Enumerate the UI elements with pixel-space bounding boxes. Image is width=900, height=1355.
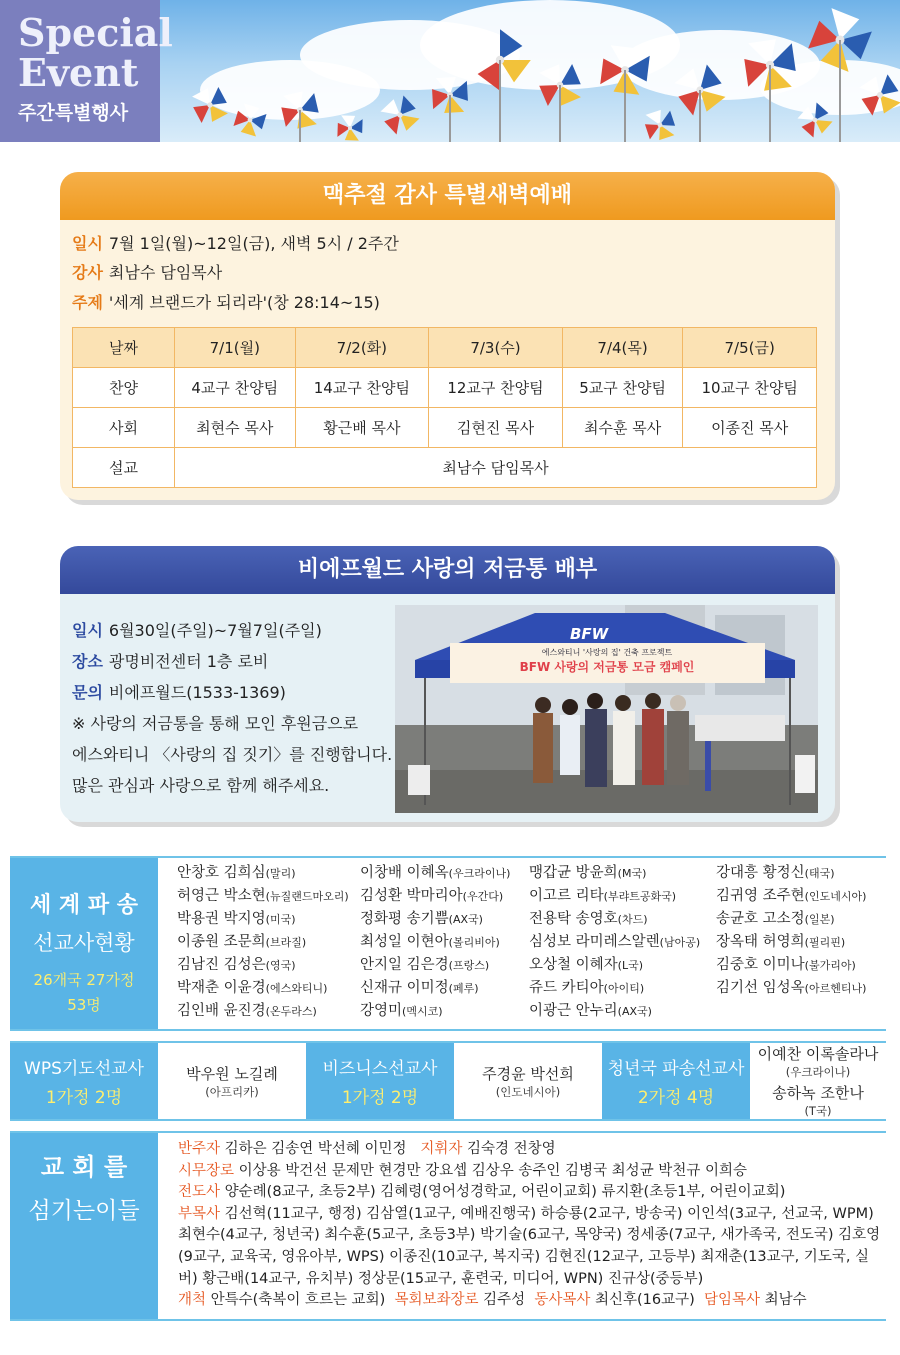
youth-names: 이예찬 이록솔라나 (757, 1045, 879, 1063)
missionary-entry (716, 862, 866, 885)
missionary-heading: 세 계 파 송 (30, 893, 138, 918)
missionary-country: (페루) (448, 982, 479, 995)
date-line (72, 231, 399, 254)
missionary-country: (일본) (804, 913, 835, 926)
missionary-count: 26개국 27가정 (33, 971, 135, 989)
thanksgiving-service-box (60, 172, 835, 500)
missionary-entry (177, 1000, 349, 1023)
missionary-names: 이고르 리타 (529, 888, 604, 904)
theme-value: '세계 브랜드가 되리라'(창 28:14~15) (108, 293, 380, 312)
missionary-names: 강대흥 황정신 (716, 865, 805, 881)
missionary-names: 장옥태 허영희 (716, 934, 805, 950)
role-label: 담임목사 (704, 1292, 761, 1309)
role-label: 동사목사 (534, 1292, 591, 1309)
missionary-names: 박용권 박지영 (177, 911, 266, 927)
table-header-cell: 날짜 (73, 328, 175, 368)
missionary-names: 오상철 이혜자 (529, 957, 618, 973)
table-header-cell: 7/4(목) (562, 328, 683, 368)
missionary-entry (360, 908, 510, 931)
missionary-entry (716, 885, 866, 908)
business-country: (인도네시아) (495, 1084, 561, 1099)
missionary-section (10, 856, 886, 1031)
missionary-country: (멕시코) (402, 1005, 443, 1018)
missionary-country: (AX국) (617, 1005, 652, 1018)
church-servants-section (10, 1131, 886, 1321)
servants-row (178, 1290, 884, 1312)
wps-count: 1가정 2명 (45, 1088, 123, 1108)
missionary-entry (716, 954, 866, 977)
missionary-names: 쥬드 카티아 (529, 980, 604, 996)
missionary-names: 송균호 고소정 (716, 911, 805, 927)
table-cell: 최수훈 목사 (562, 408, 683, 448)
missionary-country: (미국) (265, 913, 296, 926)
special-event-tag (0, 0, 173, 142)
missionary-subheading: 선교사현황 (33, 931, 135, 955)
wps-country: (아프리카) (205, 1084, 259, 1099)
youth-names: 송하녹 조한나 (772, 1084, 864, 1102)
business-names-cell (454, 1043, 602, 1119)
role-names: 김하은 김송연 박선혜 이민정 (224, 1141, 407, 1157)
servants-row (178, 1139, 884, 1161)
role-label: 지휘자 (420, 1141, 463, 1157)
table-cell: 5교구 찬양팀 (562, 368, 683, 408)
missionary-entry (529, 954, 700, 977)
missionary-country: (AX국) (448, 913, 483, 926)
business-names: 주경윤 박선희 (482, 1064, 574, 1083)
missionary-country: (불가리아) (804, 959, 856, 972)
piggy-bank-title: 비에프월드 사랑의 저금통 배부 (60, 546, 835, 594)
table-cell: 4교구 찬양팀 (175, 368, 296, 408)
missionary-country: (뉴질랜드마오리) (265, 890, 349, 903)
youth-label: 청년국 파송선교사 (607, 1059, 745, 1079)
note-line: 많은 관심과 사랑으로 함께 해주세요. (72, 776, 330, 795)
table-row (73, 448, 817, 488)
missionary-column (716, 862, 866, 1000)
table-header-cell: 7/1(월) (175, 328, 296, 368)
table-row (73, 368, 817, 408)
youth-count: 2가정 4명 (637, 1088, 715, 1108)
missionary-country: (브라질) (265, 936, 307, 949)
missionary-names: 신재규 이미정 (360, 980, 449, 996)
missionary-country: (아이티) (603, 982, 645, 995)
table-cell: 황근배 목사 (295, 408, 429, 448)
table-cell: 14교구 찬양팀 (295, 368, 429, 408)
table-cell: 설교 (73, 448, 175, 488)
youth-country: (T국) (804, 1104, 832, 1118)
missionary-country: (남아공) (659, 936, 701, 949)
missionary-names: 최성일 이현아 (360, 934, 449, 950)
date-line (72, 618, 322, 641)
missionary-names: 정화평 송기쁨 (360, 911, 449, 927)
missionary-column (177, 862, 349, 1023)
role-names: 양순례(8교구, 초등2부) 김혜령(영어성경학교, 어린이교회) 류지환(초등1부, 어린이교회) (224, 1184, 786, 1201)
missionary-names: 맹갑균 방윤희 (529, 865, 618, 881)
wps-names-cell (158, 1043, 306, 1119)
business-count: 1가정 2명 (341, 1088, 419, 1108)
missionary-country: (차드) (617, 913, 648, 926)
role-label: 목회보좌장로 (394, 1292, 479, 1309)
missionary-country: (L국) (617, 959, 643, 972)
role-label: 개척 (178, 1292, 207, 1309)
table-cell: 12교구 찬양팀 (429, 368, 563, 408)
table-cell: 이종진 목사 (683, 408, 817, 448)
missionary-total: 53명 (67, 996, 101, 1014)
role-names: 김선혁(11교구, 행정) 김삼열(1교구, 예배진행국) 하승룡(2교구, 방송국) 이인석(3교구, 선교국, WPM) 최현수(4교구, 청년국) 최수훈(5교구, 초등3부) 박기술(6교구, 목양국) 정세종(7교구, 새가족국, 전도국) 김호영(9교구, 교육국, 영유아부, WPS) 이종진(10교구, 복지국) 김현진(12교구, 고등부) 최재춘(13교구, 기도국, 실버) 황근배(14교구, 유치부) 정상문(15교구, 훈련국, 미디어, WPN) 진규상(중등부) (178, 1205, 881, 1287)
table-row (73, 408, 817, 448)
missionary-entry (177, 954, 349, 977)
event-word: Event (18, 50, 139, 95)
note-line: ※ 사랑의 저금통을 통해 모인 후원금으로 (72, 714, 359, 733)
missionary-entry (177, 885, 349, 908)
missionary-entry (529, 862, 700, 885)
place-value: 광명비전센터 1층 로비 (108, 652, 269, 671)
missionary-entry (529, 908, 700, 931)
missionary-names: 이종원 조문희 (177, 934, 266, 950)
header-banner (0, 0, 900, 142)
campaign-scene (395, 605, 818, 813)
business-label: 비즈니스선교사 (322, 1059, 438, 1079)
servants-heading: 교 회 를 (40, 1153, 128, 1181)
missionary-names: 김남진 김성은 (177, 957, 266, 973)
missionary-label-panel (10, 858, 158, 1029)
missionary-entry (360, 954, 510, 977)
wps-label-cell (10, 1043, 158, 1119)
thanksgiving-title: 맥추절 감사 특별새벽예배 (60, 172, 835, 220)
table-cell: 10교구 찬양팀 (683, 368, 817, 408)
role-names: 최남수 (764, 1292, 807, 1309)
missionary-names: 안지일 김은경 (360, 957, 449, 973)
role-label: 전도사 (178, 1184, 221, 1201)
table-cell: 김현진 목사 (429, 408, 563, 448)
missionary-country: (말리) (265, 867, 296, 880)
missionary-entry (360, 862, 510, 885)
missionary-entry (529, 977, 700, 1000)
table-header-cell: 7/5(금) (683, 328, 817, 368)
date-key: 일시 (72, 234, 103, 253)
speaker-key: 강사 (72, 263, 103, 282)
youth-names-cell (750, 1043, 886, 1119)
servants-row (178, 1182, 884, 1204)
missionary-names: 강영미 (360, 1003, 403, 1019)
role-names: 이상용 박건선 문제만 현경만 강요셉 김상우 송주인 김병국 최성균 박천규 이희승 (238, 1162, 747, 1179)
role-names: 김숙경 전창영 (467, 1141, 556, 1157)
missionary-entry (177, 862, 349, 885)
missionary-entry (529, 1000, 700, 1023)
table-cell: 사회 (73, 408, 175, 448)
servants-row (178, 1161, 884, 1183)
missionary-names: 이광근 안누리 (529, 1003, 618, 1019)
missionary-names: 김인배 윤진경 (177, 1003, 266, 1019)
missionary-country: (우간다) (462, 890, 504, 903)
date-value: 7월 1일(월)~12일(금), 새벽 5시 / 2주간 (108, 234, 399, 253)
missionary-entry (177, 931, 349, 954)
date-key: 일시 (72, 621, 103, 640)
tent-logo: BFW (570, 625, 609, 643)
piggy-bank-box (60, 546, 835, 822)
role-label: 반주자 (178, 1141, 221, 1157)
role-names: 김주성 (483, 1292, 526, 1309)
theme-key: 주제 (72, 293, 103, 312)
missionary-country: (부랴트공화국) (603, 890, 676, 903)
servants-row (178, 1204, 884, 1290)
missionary-country: (아르헨티나) (804, 982, 867, 995)
missionary-column (360, 862, 510, 1023)
missionary-entry (177, 977, 349, 1000)
missionary-entry (360, 931, 510, 954)
missionary-entry (360, 977, 510, 1000)
place-line (72, 649, 268, 672)
missionary-names: 이창배 이혜옥 (360, 865, 449, 881)
role-label: 시무장로 (178, 1162, 235, 1179)
servants-label-panel (10, 1133, 158, 1319)
missionary-entry (529, 931, 700, 954)
table-cell: 찬양 (73, 368, 175, 408)
missionary-entry (177, 908, 349, 931)
wps-label: WPS기도선교사 (24, 1059, 144, 1079)
campaign-photo (395, 605, 818, 813)
contact-key: 문의 (72, 683, 103, 702)
banner-title: BFW 사랑의 저금통 모금 캠페인 (519, 660, 695, 674)
missionary-names: 김기선 임성옥 (716, 980, 805, 996)
table-header-cell: 7/3(수) (429, 328, 563, 368)
missionary-names: 전용탁 송영호 (529, 911, 618, 927)
wps-names: 박우원 노길례 (186, 1064, 278, 1083)
servants-list (178, 1139, 884, 1312)
contact-line (72, 680, 286, 703)
missionary-country: (에스와티니) (265, 982, 328, 995)
youth-country: (우크라이나) (785, 1065, 851, 1079)
missionary-column (529, 862, 700, 1023)
table-row (73, 328, 817, 368)
banner-subtitle: 에스와티니 '사랑의 집' 건축 프로젝트 (541, 648, 673, 657)
missionary-entry (716, 931, 866, 954)
missionary-names: 박재춘 이윤경 (177, 980, 266, 996)
page-title: 주간특별행사 (18, 102, 129, 124)
missionary-names: 김성환 박마리아 (360, 888, 463, 904)
missionary-country: (영국) (265, 959, 296, 972)
theme-line (72, 290, 380, 313)
missionary-entry (529, 885, 700, 908)
table-cell: 최현수 목사 (175, 408, 296, 448)
role-names: 최신후(16교구) (595, 1292, 695, 1309)
date-value: 6월30일(주일)~7월7일(주일) (108, 621, 322, 640)
missionary-country: (온두라스) (265, 1005, 317, 1018)
schedule-table (72, 327, 817, 488)
youth-label-cell (602, 1043, 750, 1119)
missionary-country: (태국) (804, 867, 835, 880)
missionary-names: 김중호 이미나 (716, 957, 805, 973)
special-word: Special (18, 10, 173, 55)
role-label: 부목사 (178, 1205, 221, 1222)
missionary-names: 김귀영 조주현 (716, 888, 805, 904)
missionary-country: (필리핀) (804, 936, 846, 949)
servants-subheading: 섬기는이들 (28, 1198, 140, 1224)
special-missionary-row (10, 1041, 886, 1121)
missionary-names: 심성보 라미레스알렌 (529, 934, 660, 950)
missionary-country: (우크라이나) (448, 867, 511, 880)
missionary-country: (M국) (617, 867, 647, 880)
missionary-entry (360, 885, 510, 908)
missionary-names: 허영근 박소현 (177, 888, 266, 904)
missionary-entry (360, 1000, 510, 1023)
speaker-value: 최남수 담임목사 (108, 263, 223, 282)
missionary-country: (인도네시아) (804, 890, 867, 903)
missionary-entry (716, 977, 866, 1000)
table-cell: 최남수 담임목사 (175, 448, 817, 488)
missionary-country: (볼리비아) (448, 936, 500, 949)
table-header-cell: 7/2(화) (295, 328, 429, 368)
missionary-names: 안창호 김희심 (177, 865, 266, 881)
role-names: 안특수(축복이 흐르는 교회) (210, 1292, 386, 1309)
business-label-cell (306, 1043, 454, 1119)
place-key: 장소 (72, 652, 103, 671)
speaker-line (72, 260, 222, 283)
contact-value: 비에프월드(1533-1369) (108, 683, 286, 702)
missionary-country: (프랑스) (448, 959, 490, 972)
note-line: 에스와티니 〈사랑의 집 짓기〉를 진행합니다. (72, 745, 393, 764)
missionary-entry (716, 908, 866, 931)
